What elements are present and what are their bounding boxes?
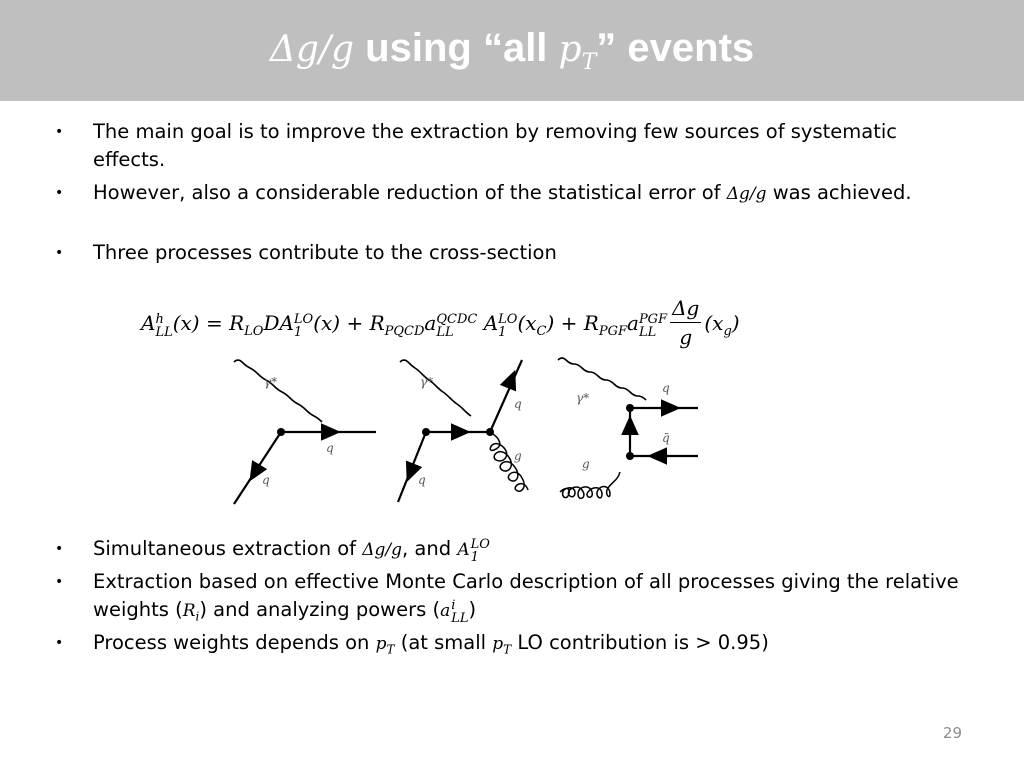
bullet-text: Extraction based on effective Monte Carlo description of all processes giving the relative weights $(R_i)$ and analyzing powers (a i LL ) — [93, 570, 959, 626]
label: q̄ — [662, 431, 670, 445]
label: g — [582, 457, 590, 471]
feynman-diagrams — [220, 352, 710, 512]
diagram-pgf — [558, 358, 698, 498]
photon-line — [558, 358, 646, 400]
diagram-lo — [234, 360, 376, 504]
title-text-2: ” events — [596, 26, 755, 70]
title-bar — [0, 0, 1024, 101]
bullet-text: Three processes contribute to the cross-section — [93, 241, 557, 264]
bullet-text: Process weights depends on $p_T$ (at small $p_T$ LO contribution is > 0.95) — [93, 631, 769, 657]
photon-line — [400, 360, 471, 416]
bullet-dot: • — [55, 574, 64, 590]
label: q — [262, 473, 270, 487]
title-text-1: using “all — [354, 26, 559, 70]
bullet-dot: • — [55, 635, 64, 651]
label: γ* — [264, 375, 278, 389]
page-number: 29 — [942, 724, 962, 742]
label: q — [514, 397, 522, 411]
label: γ* — [420, 375, 434, 389]
bullet-text: The main goal is to improve the extraction by removing few sources of systematic effects. — [93, 120, 898, 171]
bullet-text: Simultaneous extraction of Δg/g, and A LO 1 — [93, 536, 490, 565]
cross-section-equation: A h LL $(x) = R_{LO}DA$ LO 1 $(x) + R_{PQCD}a$ QCDC LL A LO 1 $(x_C) + R_{PGF}a$ PGF LL $\frac{\Delta g}{g}$ $(x_g)$ — [141, 296, 740, 349]
gluon-line — [560, 472, 620, 498]
quark-out-line — [490, 360, 522, 432]
bullet-dot: • — [55, 541, 64, 557]
math-dg-g: Δg/g — [726, 184, 767, 204]
bullet-dot: • — [55, 245, 64, 261]
slide-title — [0, 22, 1024, 76]
label: γ* — [576, 391, 590, 405]
gluon-line — [490, 432, 528, 491]
label: q — [326, 441, 334, 455]
bullet-dot: • — [55, 185, 64, 201]
label: g — [514, 449, 522, 463]
title-pt: $p_T$ — [558, 29, 597, 76]
bullet-text: However, also a considerable reduction of the statistical error of Δg/g was achieved. — [93, 181, 912, 204]
label: q — [418, 473, 426, 487]
label: q — [662, 381, 670, 395]
bullet-dot: • — [55, 124, 64, 140]
title-math: Δg/g — [269, 29, 355, 70]
photon-line — [234, 360, 322, 422]
